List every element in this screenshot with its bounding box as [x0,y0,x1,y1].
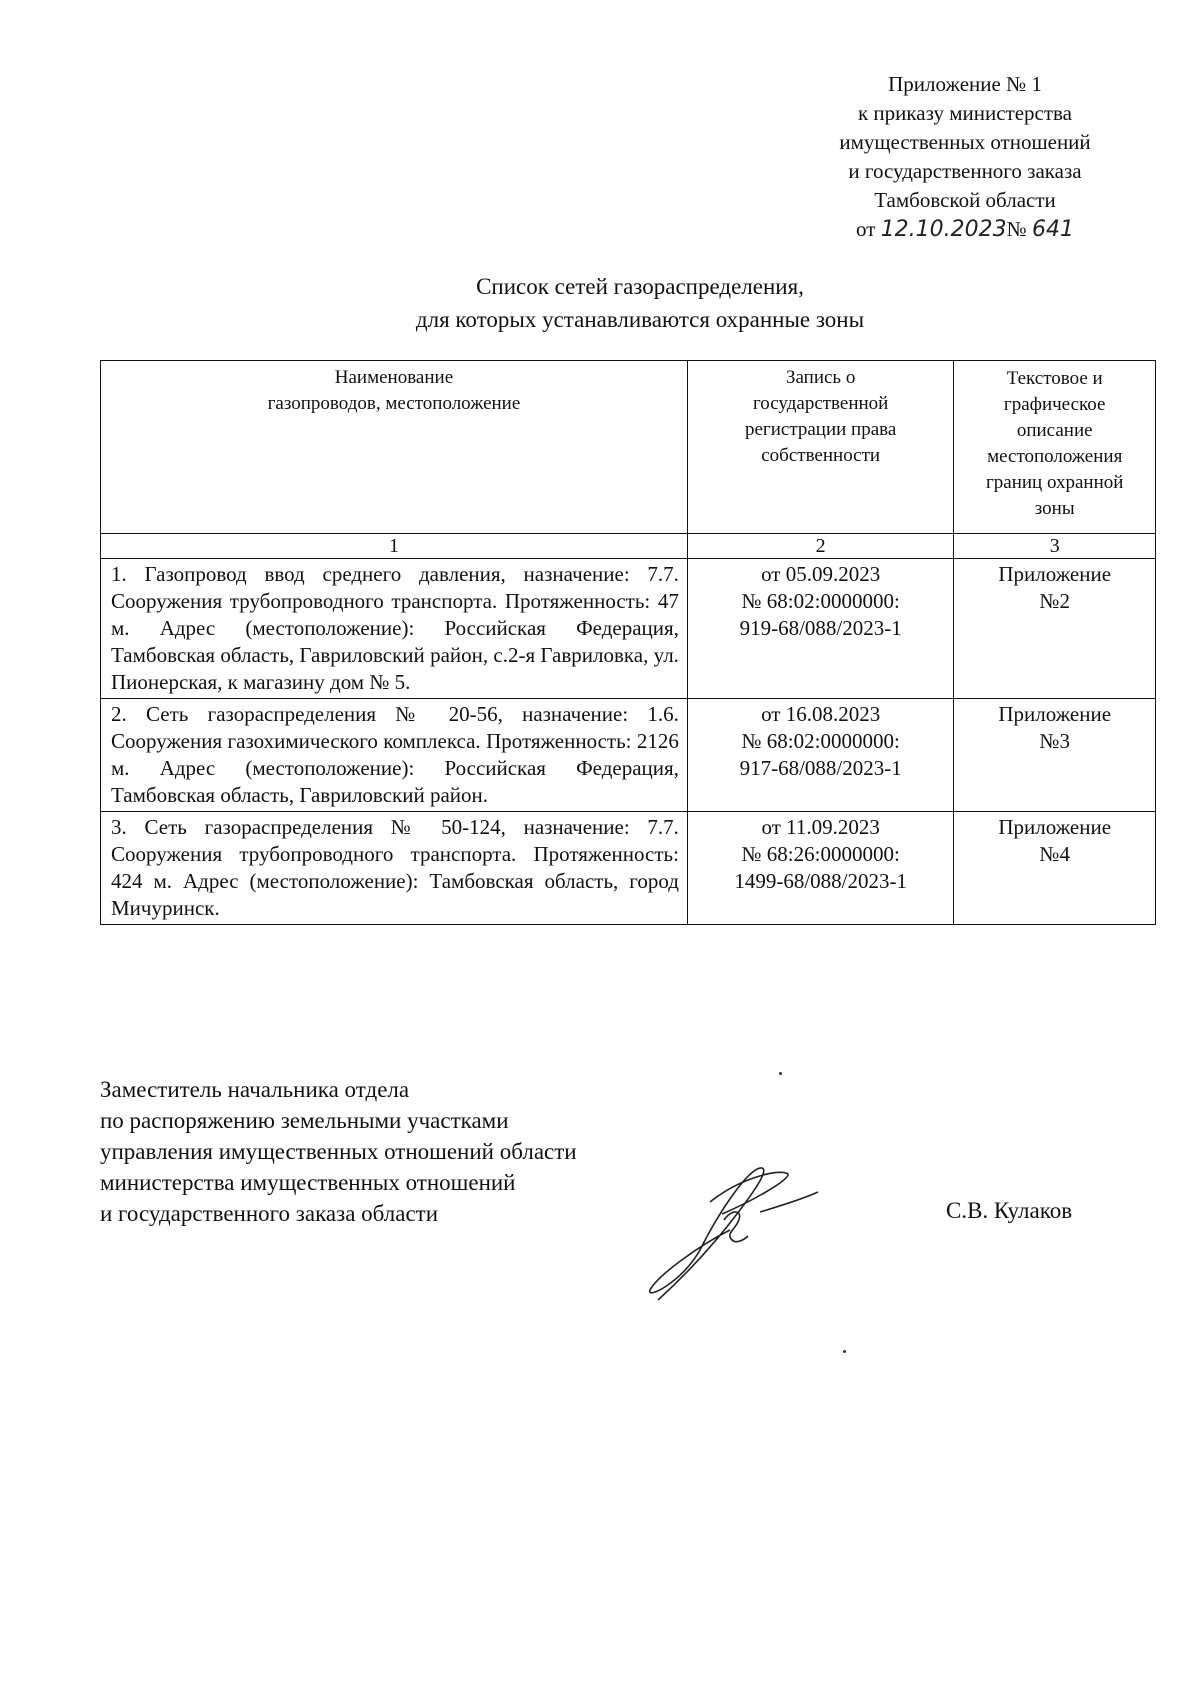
position-line: Заместитель начальника отдела [100,1077,410,1102]
header-text: графическое [1003,394,1106,415]
header-text: Наименование [334,367,454,388]
column-number-row [101,534,1156,559]
header-text: Запись о [785,367,856,388]
reference-line: Приложение [998,702,1112,726]
number-sign: № [1006,217,1027,241]
appendix-reference [954,699,1156,812]
gas-networks-table [100,360,1156,925]
position-line: по распоряжению земельными участками [100,1108,509,1133]
reference-line: №3 [1039,729,1070,753]
registration-line: № 68:02:0000000: [741,729,900,753]
header-description-column [954,361,1156,534]
registration-line: от 11.09.2023 [761,815,880,839]
header-text: зоны [1034,498,1075,519]
table-row [101,559,1156,699]
reference-line: Приложение [998,562,1112,586]
reference-line: №4 [1039,842,1070,866]
date-prefix: от [856,217,876,241]
registration-line: 1499-68/088/2023-1 [734,869,907,893]
signatory-position [100,1074,720,1229]
header-text: государственной [752,393,889,414]
header-text: собственности [761,445,881,466]
network-description: 1. Газопровод ввод среднего давления, назначение: 7.7. Сооружения трубопроводного транспорта. Протяженность: 47 м. Адрес (местоположение): Российская Федерация, Тамбовская область, Гавриловский район, с.2-я Гавриловка, ул. Пионерская, к магазину дом № 5. [101,559,688,699]
position-line: управления имущественных отношений области [100,1139,577,1164]
title-line-2: для которых устанавливаются охранные зоны [415,307,865,332]
position-line: и государственного заказа области [100,1201,439,1226]
reference-line: №2 [1039,589,1070,613]
handwritten-signature [640,1150,880,1310]
appendix-line: Приложение № 1 [888,72,1042,96]
header-registration-column [687,361,953,534]
column-number: 1 [101,534,688,559]
appendix-reference [954,812,1156,925]
registration-line: № 68:02:0000000: [741,589,900,613]
header-text: Текстовое и [1006,368,1103,389]
handwritten-date: 12.10.2023 [880,217,1007,242]
table-row [101,812,1156,925]
appendix-line: Тамбовской области [874,188,1056,212]
handwritten-number: 641 [1031,217,1074,242]
header-text: границ охранной [985,472,1124,493]
document-title [280,270,1000,336]
network-description: 2. Сеть газораспределения № 20-56, назначение: 1.6. Сооружения газохимического комплекса. Протяженность: 2126 м. Адрес (местоположение): Российская Федерация, Тамбовская область, Гавриловский район. [101,699,688,812]
title-line-1: Список сетей газораспределения, [476,274,804,299]
table-row [101,699,1156,812]
table-header-row [101,361,1156,534]
registration-record [687,812,953,925]
registration-record [687,559,953,699]
registration-line: 917-68/088/2023-1 [739,756,902,780]
header-text: описание [1016,420,1093,441]
appendix-line: к приказу министерства [857,101,1073,125]
signer-name: С.В. Кулаков [946,1198,1073,1223]
header-text: газопроводов, местоположение [267,393,521,414]
position-line: министерства имущественных отношений [100,1170,516,1195]
header-text: местоположения [987,446,1123,467]
registration-line: от 16.08.2023 [761,702,881,726]
column-number: 3 [954,534,1156,559]
appendix-date-line [800,215,1130,244]
header-name-column [101,361,688,534]
appendix-line: и государственного заказа [848,159,1082,183]
registration-line: 919-68/088/2023-1 [739,616,902,640]
appendix-line: имущественных отношений [839,130,1091,154]
column-number: 2 [687,534,953,559]
registration-line: от 05.09.2023 [761,562,881,586]
reference-line: Приложение [998,815,1112,839]
header-text: регистрации права [745,419,897,440]
scan-speck [779,1072,782,1075]
appendix-reference [954,559,1156,699]
appendix-block [800,70,1130,244]
scan-speck [843,1350,846,1353]
registration-line: № 68:26:0000000: [741,842,900,866]
network-description: 3. Сеть газораспределения № 50-124, назначение: 7.7. Сооружения трубопроводного транспорта. Протяженность: 424 м. Адрес (местоположение): Тамбовская область, город Мичуринск. [101,812,688,925]
registration-record [687,699,953,812]
